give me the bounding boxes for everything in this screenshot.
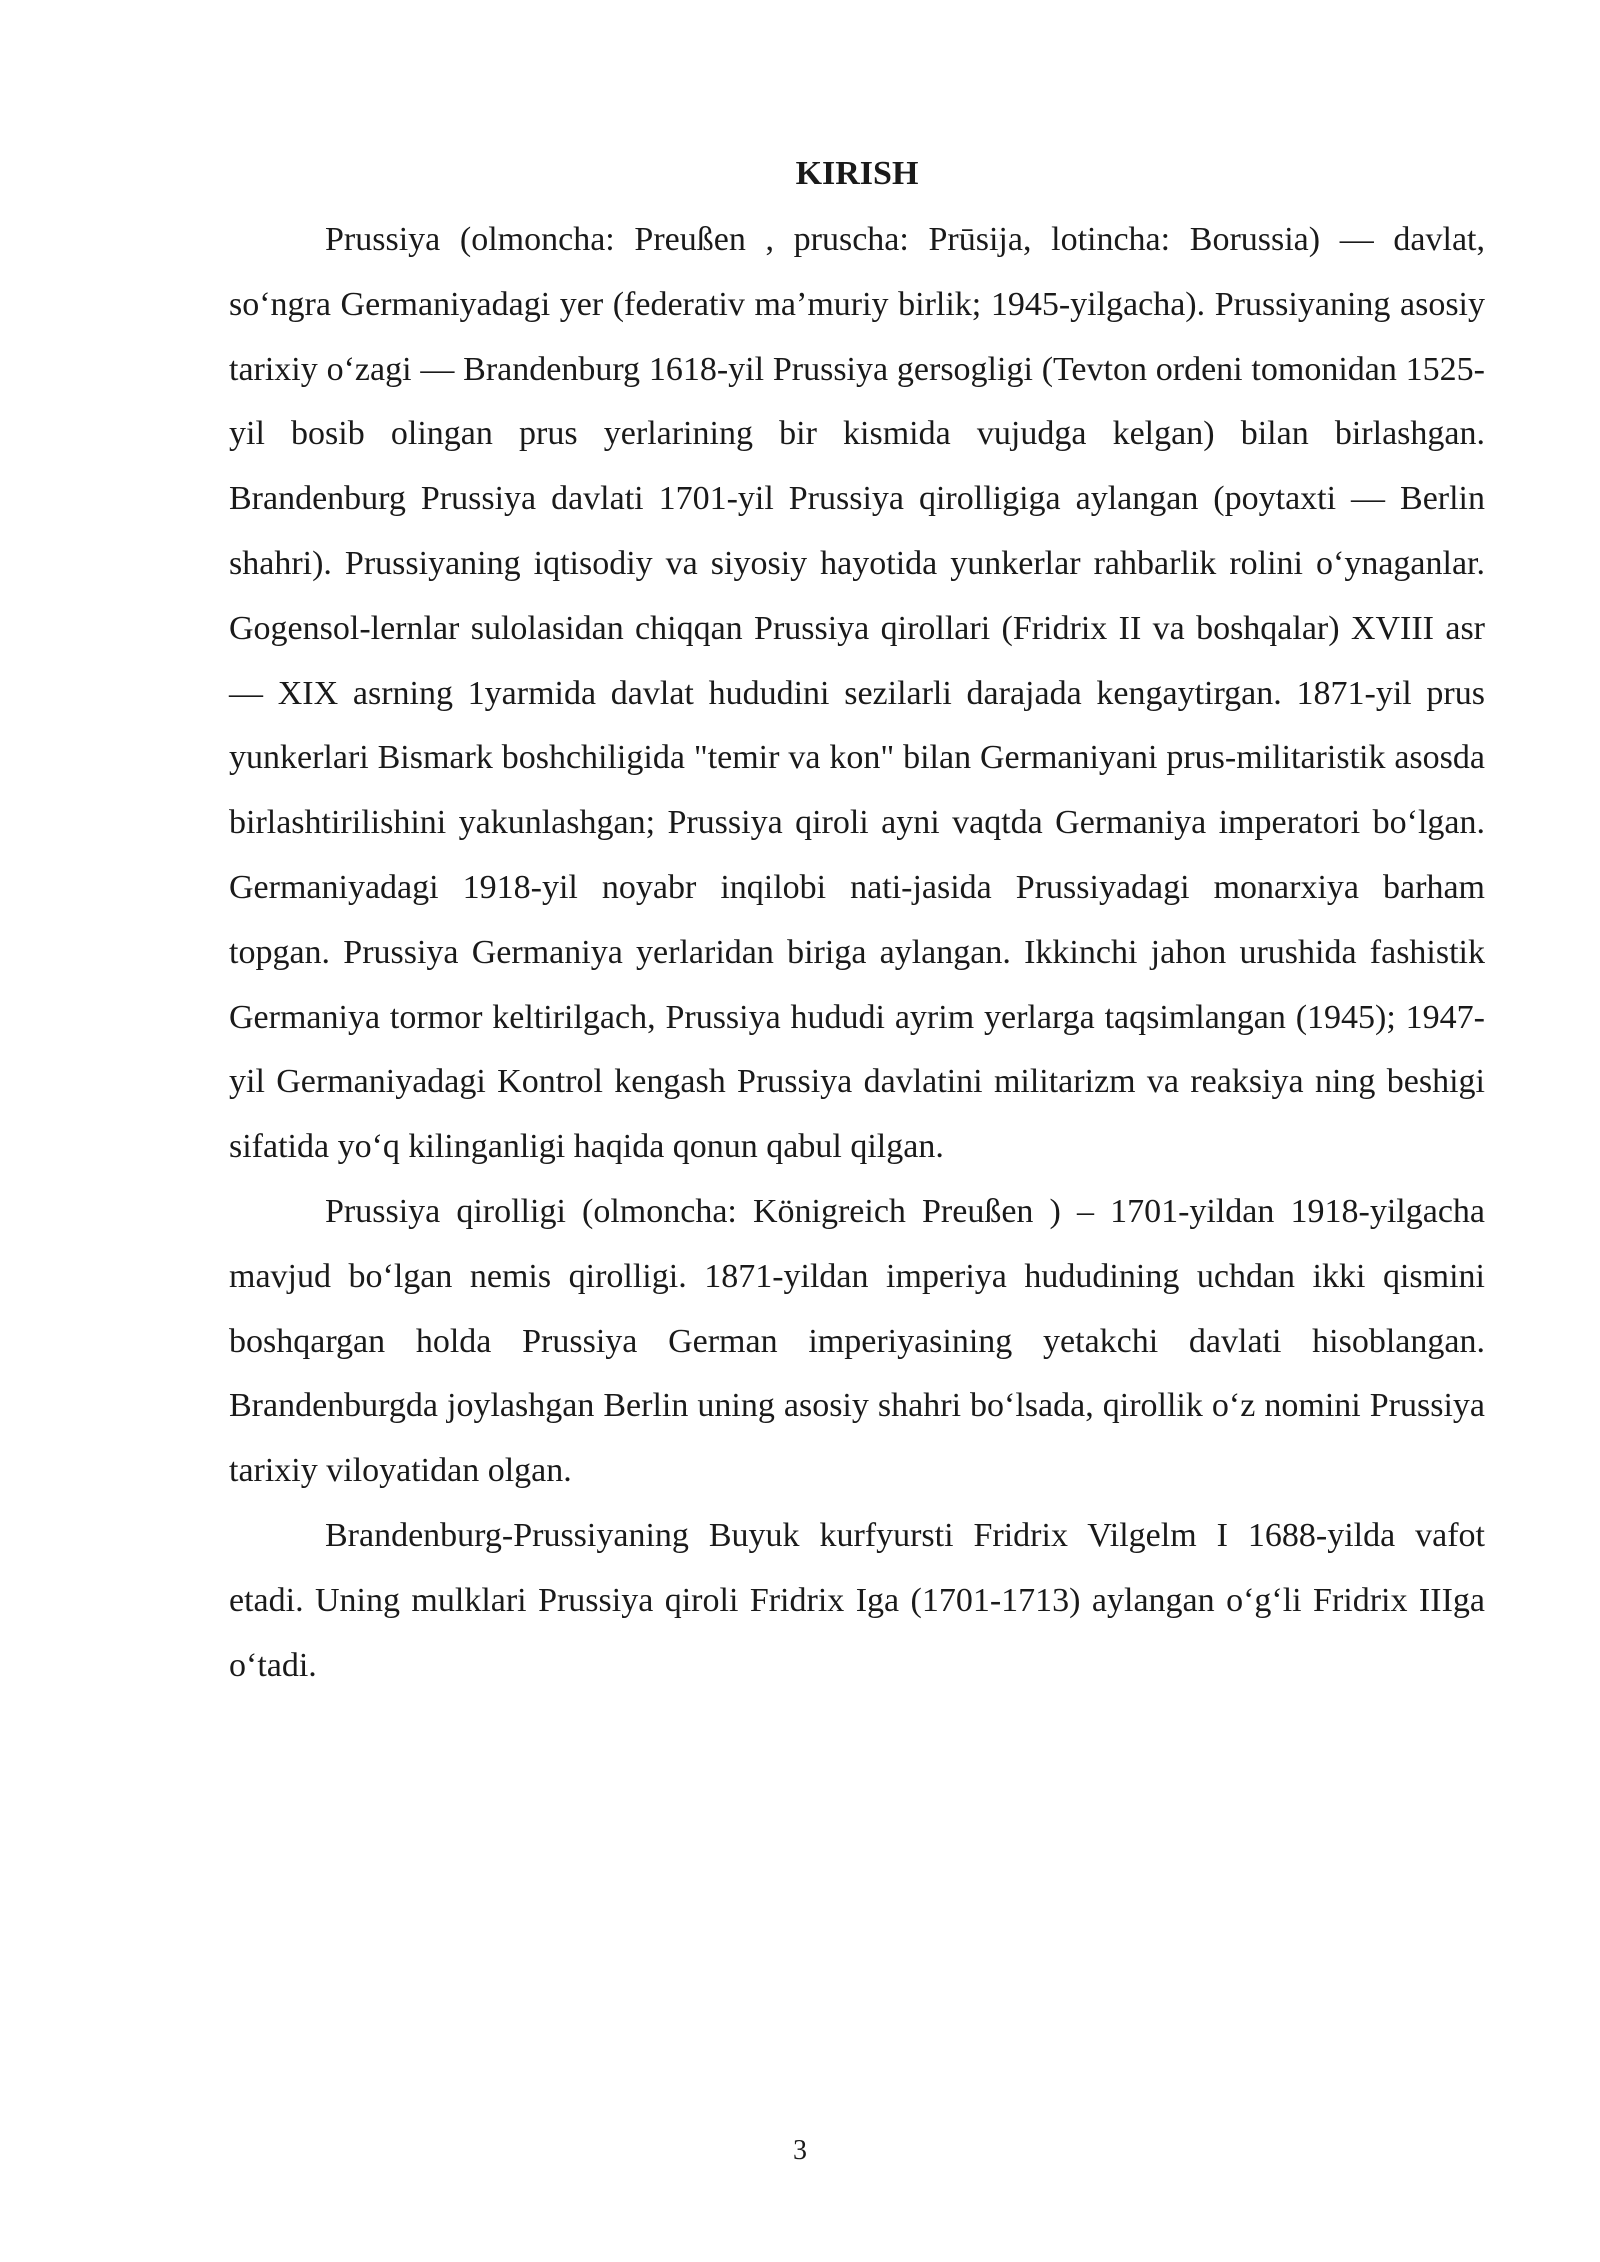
section-heading: KIRISH [795,155,919,192]
paragraph-prussia-kingdom: Prussiya qirolligi (olmoncha: Königreich Preußen ) – 1701-yildan 1918-yilgacha mavjud bo‘lgan nemis qirolligi. 1871-yildan imperiya hududining uchdan ikki qismini boshqargan holda Prussiya German imperiyasining yetakchi davlati hisoblangan. Brandenburgda joylashgan Berlin uning asosiy shahri bo‘lsada, qirollik o‘z nomini Prussiya tarixiy viloyatidan olgan. [229,1192,1485,1490]
page-number: 3 [793,2135,807,2166]
paragraph-brandenburg-succession: Brandenburg-Prussiyaning Buyuk kurfyursti Fridrix Vilgelm I 1688-yilda vafot etadi. Uning mulklari Prussiya qiroli Fridrix Iga (1701-1713) aylangan o‘g‘li Fridrix IIIga o‘tadi. [229,1516,1485,1684]
paragraph-prussia-overview: Prussiya (olmoncha: Preußen , pruscha: Prūsija, lotincha: Borussia) — davlat, so‘ngra Germaniyadagi yer (federativ ma’muriy birlik; 1945-yilgacha). Prussiyaning asosiy tarixiy o‘zagi — Brandenburg 1618-yil Prussiya gersogligi (Tevton ordeni tomonidan 1525-yil bosib olingan prus yerlarining bir kismida vujudga kelgan) bilan birlashgan. Brandenburg Prussiya davlati 1701-yil Prussiya qirolligiga aylangan (poytaxti — Berlin shahri). Prussiyaning iqtisodiy va siyosiy hayotida yunkerlar rahbarlik rolini o‘ynaganlar. Gogensol-lernlar sulolasidan chiqqan Prussiya qirollari (Fridrix II va boshqalar) XVIII asr — XIX asrning 1yarmida davlat hududini sezilarli darajada kengaytirgan. 1871-yil prus yunkerlari Bismark boshchiligida "temir va kon" bilan Germaniyani prus-militaristik asosda birlashtirilishini yakunlashgan; Prussiya qiroli ayni vaqtda Germaniya imperatori bo‘lgan. Germaniyadagi 1918-yil noyabr inqilobi nati-jasida Prussiyadagi monarxiya barham topgan. Prussiya Germaniya yerlaridan biriga aylangan. Ikkinchi jahon urushida fashistik Germaniya tormor keltirilgach, Prussiya hududi ayrim yerlarga taqsimlangan (1945); 1947-yil Germaniyadagi Kontrol kengash Prussiya davlatini militarizm va reaksiya ning beshigi sifatida yo‘q kilinganligi haqida qonun qabul qilgan. [229,221,1485,1166]
page-content [229,146,1485,1698]
